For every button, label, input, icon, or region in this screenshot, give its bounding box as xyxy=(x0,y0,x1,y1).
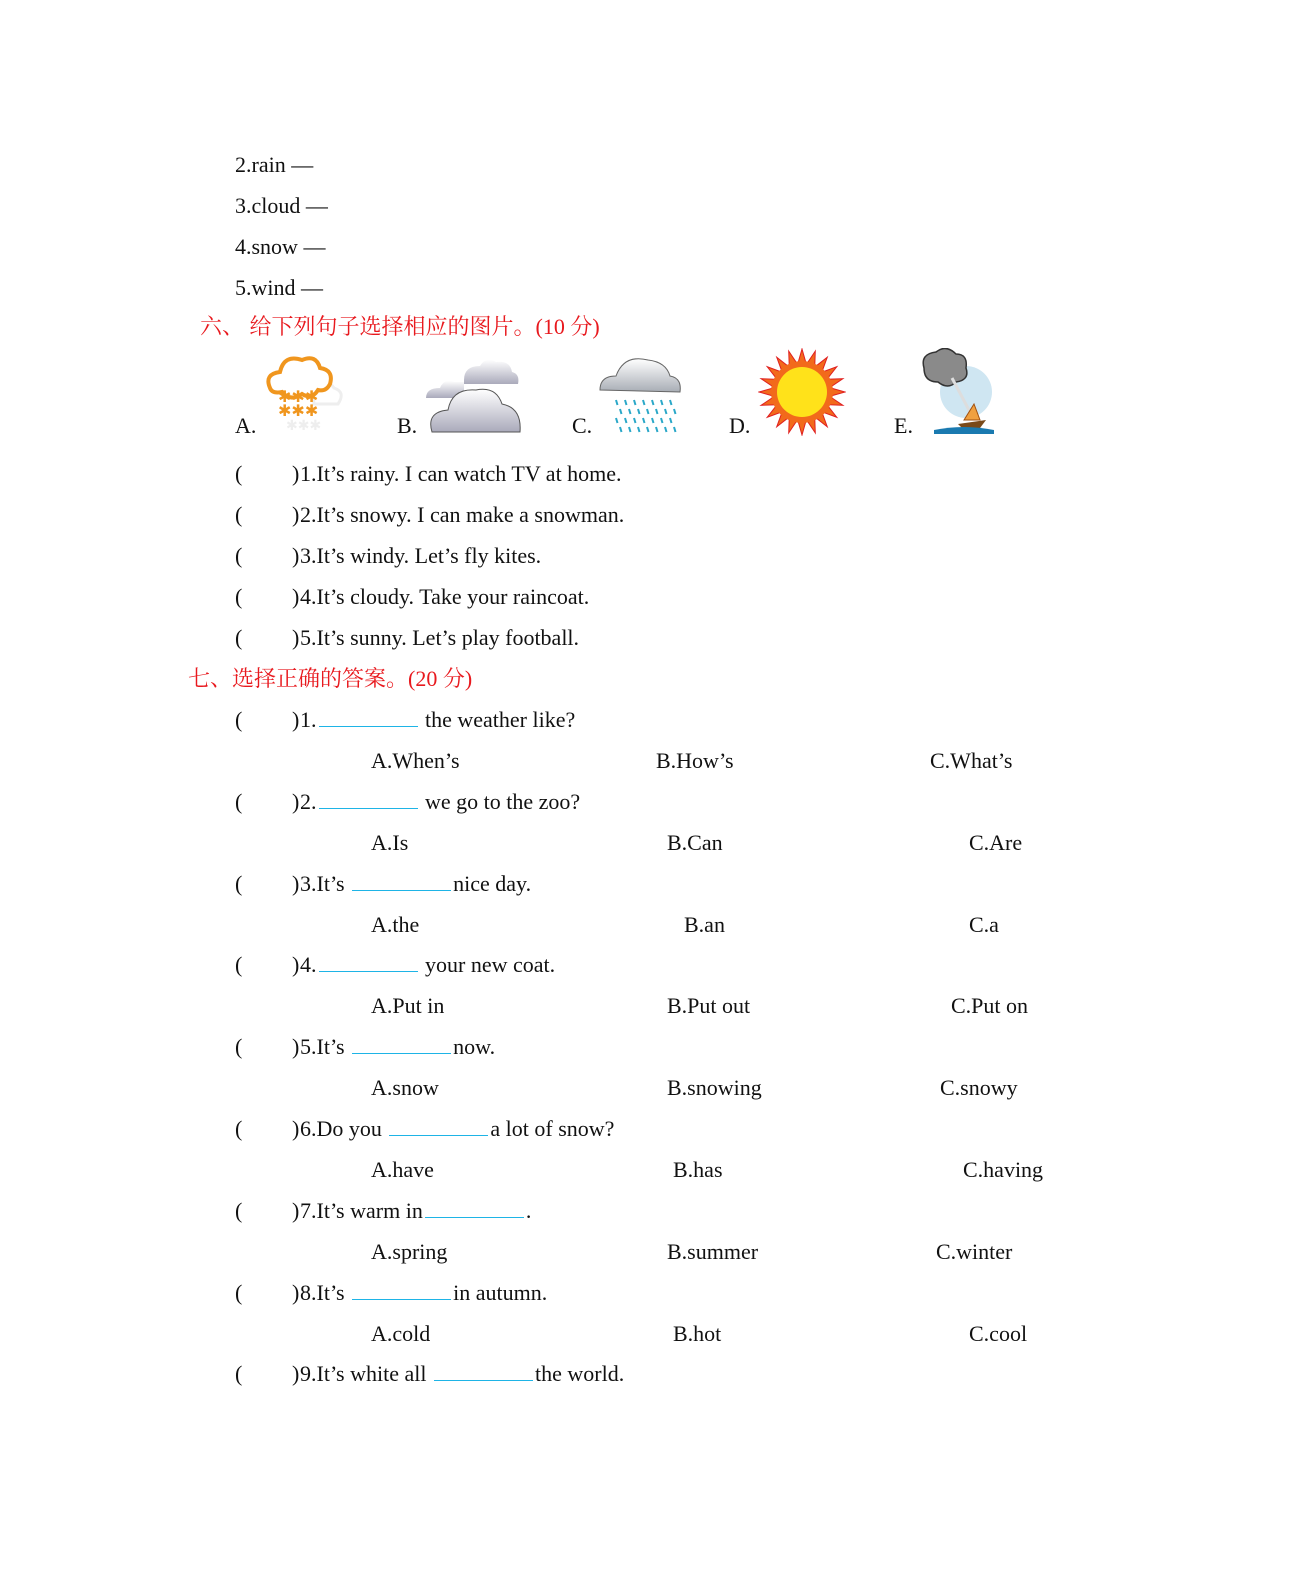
fill-in-blank[interactable] xyxy=(352,1029,451,1054)
svg-text:✱✱✱: ✱✱✱ xyxy=(286,418,322,434)
answer-slot[interactable] xyxy=(245,623,289,653)
svg-text:✱✱✱: ✱✱✱ xyxy=(278,387,319,406)
answer-paren-open: ( xyxy=(235,501,243,527)
answer-paren-close: ) xyxy=(292,1361,300,1387)
answer-paren-close: ) xyxy=(292,788,300,814)
answer-slot[interactable] xyxy=(245,541,289,571)
answer-slot[interactable] xyxy=(245,787,289,817)
sentence-row xyxy=(0,494,1291,535)
sentence-text: 5.It’s sunny. Let’s play football. xyxy=(300,624,580,650)
match-line xyxy=(0,267,1291,308)
match-line xyxy=(0,185,1291,226)
svg-text:✱✱✱: ✱✱✱ xyxy=(278,401,319,420)
question-text xyxy=(300,1353,624,1394)
section-7-heading xyxy=(0,658,1291,699)
fill-in-blank[interactable] xyxy=(352,1275,451,1300)
answer-slot[interactable] xyxy=(245,705,289,735)
question-row xyxy=(0,1353,1291,1394)
question-prefix: 4. xyxy=(300,952,317,978)
question-row xyxy=(0,1190,1291,1231)
option-a: A.the xyxy=(371,911,420,937)
question-text xyxy=(300,863,531,904)
answer-paren-open: ( xyxy=(235,707,243,732)
question-text xyxy=(300,781,580,822)
picture-label: D. xyxy=(729,413,751,438)
option-a: A.have xyxy=(371,1156,434,1182)
answer-slot[interactable] xyxy=(245,1196,289,1226)
answer-slot[interactable] xyxy=(245,1032,289,1062)
answer-slot[interactable] xyxy=(245,869,289,899)
section-heading: 六、 给下列句子选择相应的图片。(10 分) xyxy=(200,314,600,339)
answer-paren-close: ) xyxy=(292,1034,300,1060)
question-suffix: your new coat. xyxy=(419,952,556,978)
answer-slot[interactable] xyxy=(245,459,289,489)
option-b: B.snowing xyxy=(667,1075,762,1101)
question-prefix: 3.It’s xyxy=(300,870,351,896)
question-row xyxy=(0,1108,1291,1149)
fill-in-blank[interactable] xyxy=(434,1356,533,1381)
question-row xyxy=(0,1272,1291,1313)
question-text xyxy=(300,1108,614,1149)
option-a: A.cold xyxy=(371,1320,431,1346)
option-c: C.Put on xyxy=(951,993,1029,1019)
answer-paren-open: ( xyxy=(235,583,243,609)
match-line xyxy=(0,144,1291,185)
question-prefix: 2. xyxy=(300,788,317,814)
question-suffix: in autumn. xyxy=(453,1279,548,1305)
answer-slot[interactable] xyxy=(245,1114,289,1144)
answer-slot[interactable] xyxy=(245,1278,289,1308)
fill-in-blank[interactable] xyxy=(319,784,418,809)
question-suffix: the weather like? xyxy=(419,707,576,732)
option-c: C.a xyxy=(969,911,999,937)
question-prefix: 5.It’s xyxy=(300,1034,351,1060)
answer-paren-close: ) xyxy=(292,542,300,568)
match-line xyxy=(0,226,1291,267)
answer-paren-close: ) xyxy=(292,952,300,978)
fill-in-blank[interactable] xyxy=(319,702,418,727)
answer-paren-close: ) xyxy=(292,1116,300,1141)
question-text xyxy=(300,1190,531,1231)
answer-paren-close: ) xyxy=(292,583,300,609)
cloudy-icon xyxy=(424,348,528,440)
answer-paren-close: ) xyxy=(292,870,300,896)
question-suffix: . xyxy=(525,1197,532,1223)
rain-cloud-icon xyxy=(598,348,682,440)
question-row xyxy=(0,863,1291,904)
answer-paren-open: ( xyxy=(235,788,243,814)
snow-cloud-icon xyxy=(262,348,348,440)
answer-paren-close: ) xyxy=(292,1197,300,1223)
question-suffix: nice day. xyxy=(453,870,532,896)
answer-paren-close: ) xyxy=(292,707,300,732)
match-item: 4.snow — xyxy=(235,233,326,259)
question-row xyxy=(0,699,1291,740)
options-row xyxy=(0,904,1291,945)
match-item: 2.rain — xyxy=(235,152,314,177)
options-row xyxy=(0,1231,1291,1272)
option-c: C.cool xyxy=(969,1320,1028,1346)
answer-slot[interactable] xyxy=(245,500,289,530)
option-a: A.When’s xyxy=(371,747,460,773)
picture-label: E. xyxy=(894,413,913,438)
question-prefix: 7.It’s warm in xyxy=(300,1197,423,1223)
answer-paren-open: ( xyxy=(235,1279,243,1305)
fill-in-blank[interactable] xyxy=(319,947,418,972)
question-row xyxy=(0,944,1291,985)
question-row xyxy=(0,781,1291,822)
option-a: A.Put in xyxy=(371,993,445,1019)
option-b: B.has xyxy=(673,1156,723,1182)
question-text xyxy=(300,699,575,740)
sun-icon xyxy=(758,348,846,442)
options-row xyxy=(0,1067,1291,1108)
answer-slot[interactable] xyxy=(245,1359,289,1389)
answer-slot[interactable] xyxy=(245,950,289,980)
answer-paren-close: ) xyxy=(292,1279,300,1305)
answer-paren-open: ( xyxy=(235,870,243,896)
wind-icon xyxy=(918,348,998,442)
answer-paren-close: ) xyxy=(292,461,300,486)
options-row xyxy=(0,985,1291,1026)
option-c: C.winter xyxy=(936,1238,1013,1264)
fill-in-blank[interactable] xyxy=(389,1111,488,1136)
answer-paren-open: ( xyxy=(235,1361,243,1387)
question-text xyxy=(300,1026,495,1067)
option-a: A.snow xyxy=(371,1075,439,1101)
sentence-text: 2.It’s snowy. I can make a snowman. xyxy=(300,501,625,527)
answer-paren-open: ( xyxy=(235,952,243,978)
answer-paren-open: ( xyxy=(235,1116,243,1141)
question-prefix: 9.It’s white all xyxy=(300,1361,432,1387)
sentence-row xyxy=(0,453,1291,494)
option-b: B.Put out xyxy=(667,993,751,1019)
question-suffix: the world. xyxy=(534,1361,625,1387)
picture-label: C. xyxy=(572,413,593,438)
answer-paren-open: ( xyxy=(235,1034,243,1060)
question-prefix: 1. xyxy=(300,707,317,732)
picture-label: B. xyxy=(397,413,418,438)
option-c: C.What’s xyxy=(930,747,1013,773)
answer-paren-close: ) xyxy=(292,501,300,527)
sentence-text: 1.It’s rainy. I can watch TV at home. xyxy=(300,461,622,486)
match-item: 3.cloud — xyxy=(235,192,328,218)
option-a: A.Is xyxy=(371,829,409,855)
question-text xyxy=(300,1272,547,1313)
section-heading: 七、选择正确的答案。(20 分) xyxy=(188,666,473,691)
option-c: C.snowy xyxy=(940,1075,1018,1101)
sentence-text: 4.It’s cloudy. Take your raincoat. xyxy=(300,583,590,609)
option-b: B.an xyxy=(684,911,725,937)
question-suffix: now. xyxy=(453,1034,496,1060)
sentence-row xyxy=(0,576,1291,617)
answer-slot[interactable] xyxy=(245,582,289,612)
option-b: B.How’s xyxy=(656,747,734,773)
option-c: C.Are xyxy=(969,829,1023,855)
options-row xyxy=(0,822,1291,863)
options-row xyxy=(0,740,1291,781)
answer-paren-close: ) xyxy=(292,624,300,650)
options-row xyxy=(0,1149,1291,1190)
answer-paren-open: ( xyxy=(235,624,243,650)
sentence-row xyxy=(0,617,1291,658)
option-a: A.spring xyxy=(371,1238,448,1264)
question-row xyxy=(0,1026,1291,1067)
question-suffix: we go to the zoo? xyxy=(419,788,581,814)
sentence-row xyxy=(0,535,1291,576)
question-text xyxy=(300,944,555,985)
answer-paren-open: ( xyxy=(235,542,243,568)
fill-in-blank[interactable] xyxy=(425,1193,524,1218)
question-suffix: a lot of snow? xyxy=(490,1116,615,1141)
option-b: B.summer xyxy=(667,1238,759,1264)
options-row xyxy=(0,1313,1291,1354)
picture-label: A. xyxy=(235,413,257,438)
answer-paren-open: ( xyxy=(235,1197,243,1223)
question-prefix: 6.Do you xyxy=(300,1116,388,1141)
fill-in-blank[interactable] xyxy=(352,866,451,891)
answer-paren-open: ( xyxy=(235,461,243,486)
match-item: 5.wind — xyxy=(235,274,323,300)
sentence-text: 3.It’s windy. Let’s fly kites. xyxy=(300,542,542,568)
option-b: B.Can xyxy=(667,829,723,855)
section-6-heading xyxy=(0,306,1291,347)
option-b: B.hot xyxy=(673,1320,722,1346)
question-prefix: 8.It’s xyxy=(300,1279,351,1305)
option-c: C.having xyxy=(963,1156,1044,1182)
